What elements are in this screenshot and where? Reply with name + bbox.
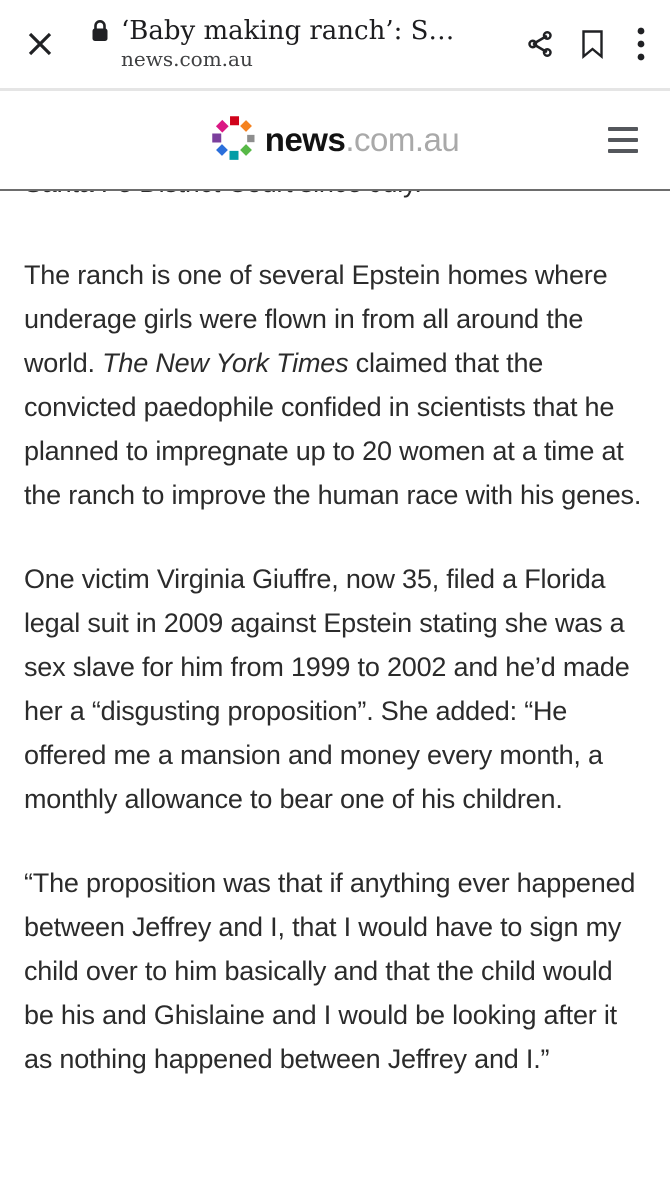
share-icon[interactable] [514,16,566,72]
overflow-menu-icon[interactable] [618,16,664,72]
site-header [0,91,670,191]
article-text: “The proposition was that if anything ever happened between Jeffrey and I, that I would have to sign my child over to him basically and that the child would be his and Ghislaine and I would be looking after it as nothing happened between Jeffrey and I.” [24,868,636,1074]
share-icon-glyph [525,29,555,59]
news-logo[interactable] [211,115,459,166]
article-paragraph [24,253,646,517]
close-icon[interactable] [12,16,68,72]
hamburger-bar [608,127,638,131]
publication-name-italic: The New York Times [102,348,349,378]
bookmark-icon-glyph [579,28,606,60]
news-logo-ring-icon [211,115,257,166]
news-logo-text [265,120,459,160]
article-paragraph [24,557,646,821]
article-text: The ranch is one of several Epstein homes where underage girls were flown in from all around the world. [24,260,608,378]
close-icon-glyph [25,29,55,59]
bookmark-icon[interactable] [566,16,618,72]
page-title-block[interactable] [90,16,514,72]
logo-primary: news [264,121,346,158]
hamburger-bar [608,138,638,142]
logo-secondary: .com.au [345,121,460,158]
article-paragraph [24,861,646,1081]
page-title: ‘Baby making ranch’: S… [121,16,455,46]
hamburger-menu-icon[interactable] [606,117,640,163]
overflow-menu-glyph [636,26,646,62]
article-body [0,161,670,1081]
browser-top-bar [0,0,670,91]
hamburger-bar [608,149,638,153]
page-url: news.com.au [121,47,253,71]
article-text: claimed that the convicted paedophile confided in scientists that he planned to impregnate up to 20 women at a time at the ranch to improve the human race with his genes. [24,348,642,510]
lock-icon [90,19,110,43]
article-text: One victim Virginia Giuffre, now 35, filed a Florida legal suit in 2009 against Epstein stating she was a sex slave for him from 1999 to 2002 and he’d made her a “disgusting proposition”. She added: “He offered me a mansion and money every month, a monthly allowance to bear one of his children. [24,564,630,814]
